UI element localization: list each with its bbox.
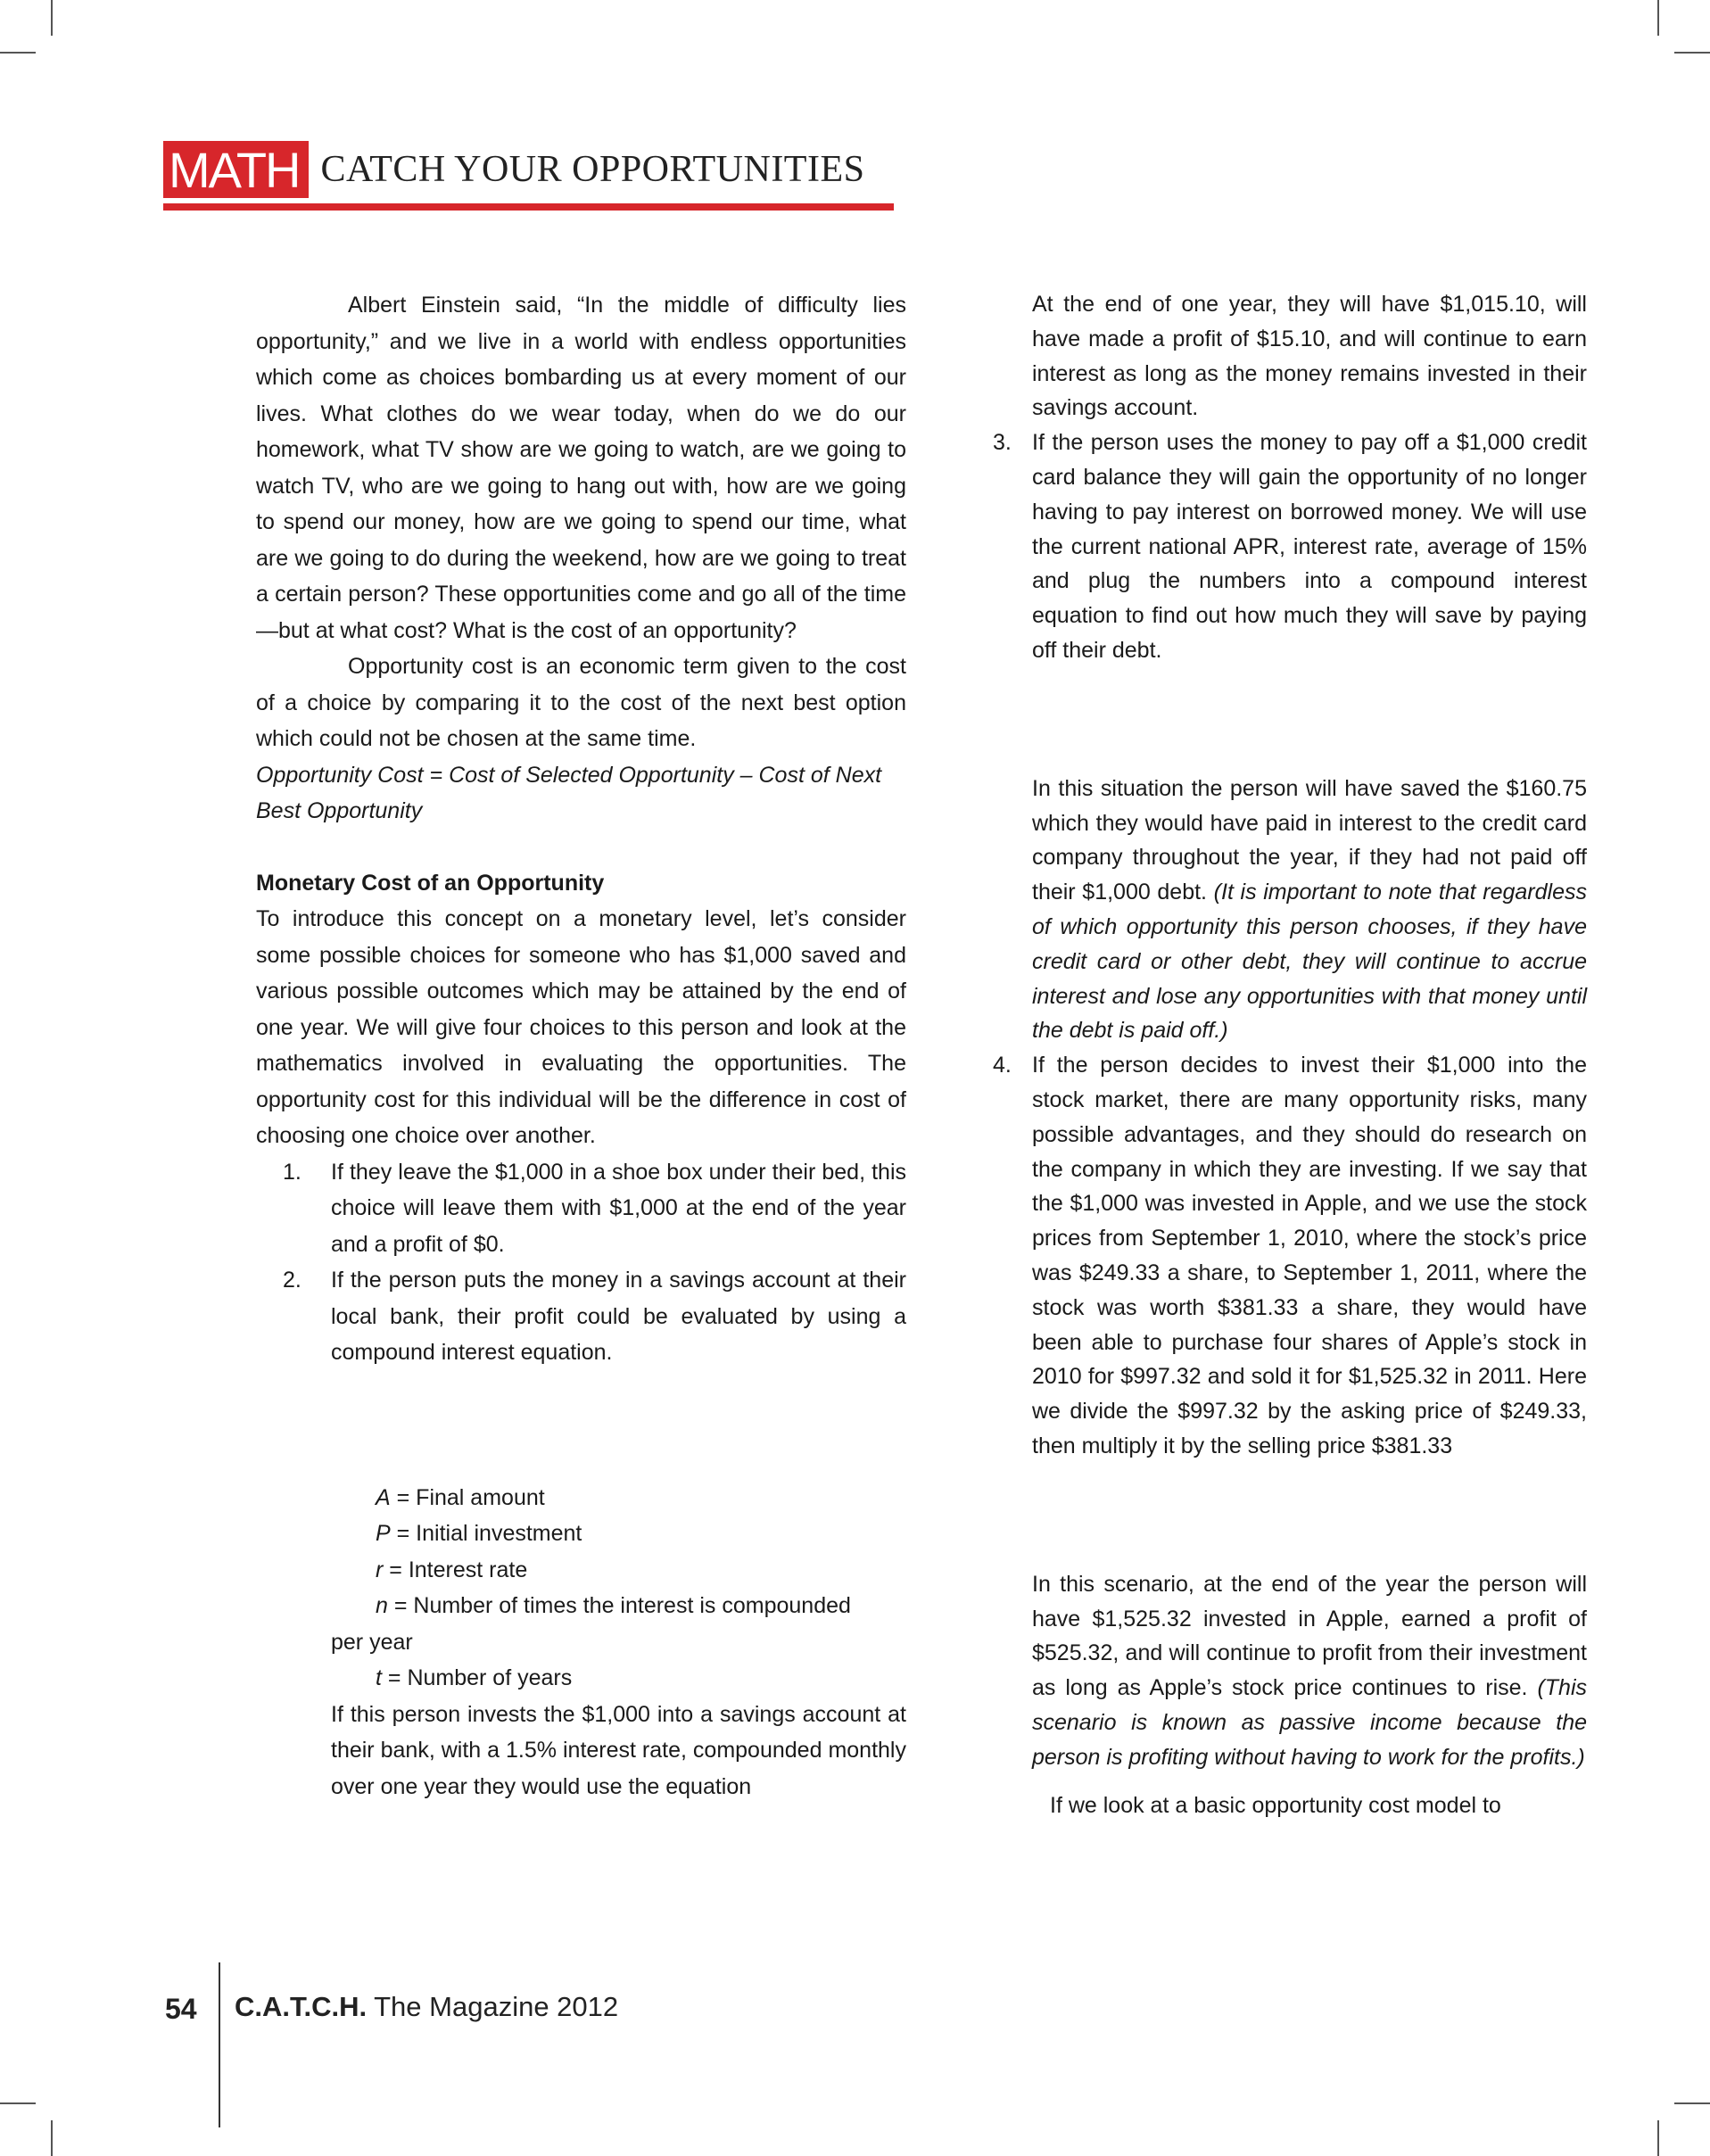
crop-mark-bl-h [0, 2102, 36, 2104]
monetary-paragraph: To introduce this concept on a monetary level, let’s consider some possible choices for someone who has $1,000 saved and various possible outcomes which may be attained by the end of one year. We will give four choices to this person and look at the mathematics involved in evaluating the opportunities. The opportunity cost for this individual will be the difference in cost of choosing one choice over another. [256, 906, 906, 1148]
crop-mark-br-h [1674, 2102, 1710, 2104]
stock-result-paragraph: In this scenario, at the end of the year the person will have $1,525.32 invested in Apple, earned a profit of $525.32, and will continue to profit from their investment as long as Apple’s stock price continues to rise. (This scenario is known as passive income because the person is profiting without having to work for the profits.) [1032, 1571, 1587, 1770]
variable-a: A = Final amount [376, 1484, 545, 1510]
left-column [256, 287, 906, 1805]
spacer [256, 1371, 906, 1480]
crop-mark-tr-v [1657, 0, 1659, 36]
definition-paragraph: Opportunity cost is an economic term given to the cost of a choice by comparing it to the cost of the next best option which could not be chosen at the same time. [256, 654, 906, 751]
intro-paragraph: Albert Einstein said, “In the middle of difficulty lies opportunity,” and we live in a world with endless opportunities which come as choices bombarding us at every moment of our lives. What clothes do we wear today, when do we do our homework, what TV show are we going to watch, are we going to watch TV, who are we going to hang out with, how are we going to spend our money, how are we going to spend our time, what are we going to do during the weekend, how are we going to treat a certain person? These opportunities come and go all of the time—but at what cost? What is the cost of an opportunity? [256, 293, 906, 643]
variable-n: n = Number of times the interest is compounded [376, 1593, 851, 1618]
list-item-2 [256, 1262, 906, 1371]
list-item-text: If they leave the $1,000 in a shoe box under their bed, this choice will leave them with $1,000 at the end of the year and a profit of $0. [331, 1159, 906, 1257]
crop-mark-tl-h [0, 52, 36, 54]
list-number: 3. [993, 430, 1012, 456]
list-item-text: If the person uses the money to pay off a $1,000 credit card balance they will gain the opportunity of no longer having to pay interest on borrowed money. We will use the current national APR, interest rate, average of 15% and plug the numbers into a compound interest equation to find out how much they will save by paying off their debt. [1032, 430, 1587, 663]
spacer [1032, 1464, 1587, 1567]
credit-result-paragraph: In this situation the person will have saved the $160.75 which they would have paid in interest to the credit card company throughout the year, if they had not paid off their $1,000 debt. (It is important to note that regardless of which opportunity this person chooses, if they have credit card or other debt, they will continue to accrue interest and lose any opportunities with that money until the debt is paid off.) [1032, 775, 1587, 1044]
spacer [256, 830, 906, 865]
variable-r: r = Interest rate [376, 1557, 528, 1582]
footer-divider [219, 1962, 220, 2127]
variable-p: P = Initial investment [376, 1521, 582, 1546]
opportunity-cost-formula: Opportunity Cost = Cost of Selected Opportunity – Cost of Next Best Opportunity [256, 762, 882, 823]
subheading: Monetary Cost of an Opportunity [256, 870, 605, 896]
section-tag: MATH [163, 141, 309, 198]
list-number: 2. [283, 1268, 302, 1293]
variable-t: t = Number of years [376, 1665, 573, 1690]
list-item-3 [993, 425, 1587, 668]
savings-result-paragraph: At the end of one year, they will have $1,015.10, will have made a profit of $15.10, and will continue to earn interest as long as the money remains invested in their savings account. [1032, 292, 1587, 421]
section-header [163, 141, 864, 198]
crop-mark-bl-v [51, 2120, 53, 2156]
crop-mark-br-v [1657, 2120, 1659, 2156]
header-rule [163, 203, 894, 211]
page-number: 54 [165, 1992, 197, 2025]
list-item-4 [993, 1048, 1587, 1464]
savings-paragraph: If this person invests the $1,000 into a savings account at their bank, with a 1.5% interest rate, compounded monthly over one year they would use the equation [331, 1701, 906, 1799]
closing-paragraph: If we look at a basic opportunity cost model to [1050, 1793, 1501, 1819]
variable-n-continued: per year [331, 1629, 413, 1655]
list-item-1 [256, 1154, 906, 1263]
spacer [1032, 668, 1587, 772]
footer [165, 1989, 219, 2028]
list-number: 4. [993, 1053, 1012, 1078]
spacer [1032, 1774, 1587, 1788]
right-column [993, 287, 1587, 1823]
list-item-text: If the person puts the money in a savings account at their local bank, their profit could be evaluated by using a compound interest equation. [331, 1268, 906, 1365]
list-number: 1. [283, 1159, 302, 1185]
crop-mark-tl-v [51, 0, 53, 36]
list-item-text: If the person decides to invest their $1,000 into the stock market, there are many opportunity risks, many possible advantages, and they should do research on the company in which they are investing. If we say that the $1,000 was invested in Apple, and we use the stock prices from September 1, 2010, where the stock’s price was $249.33 a share, to September 1, 2011, where the stock was worth $381.33 a share, they would have been able to purchase four shares of Apple’s stock in 2010 for $997.32 and sold it for $1,525.32 in 2011. Here we divide the $997.32 by the asking price of $249.33, then multiply it by the selling price $381.33 [1032, 1053, 1587, 1458]
page-title: CATCH YOUR OPPORTUNITIES [320, 149, 865, 190]
magazine-brand: C.A.T.C.H. The Magazine 2012 [235, 1991, 619, 2022]
crop-mark-tr-h [1674, 52, 1710, 54]
